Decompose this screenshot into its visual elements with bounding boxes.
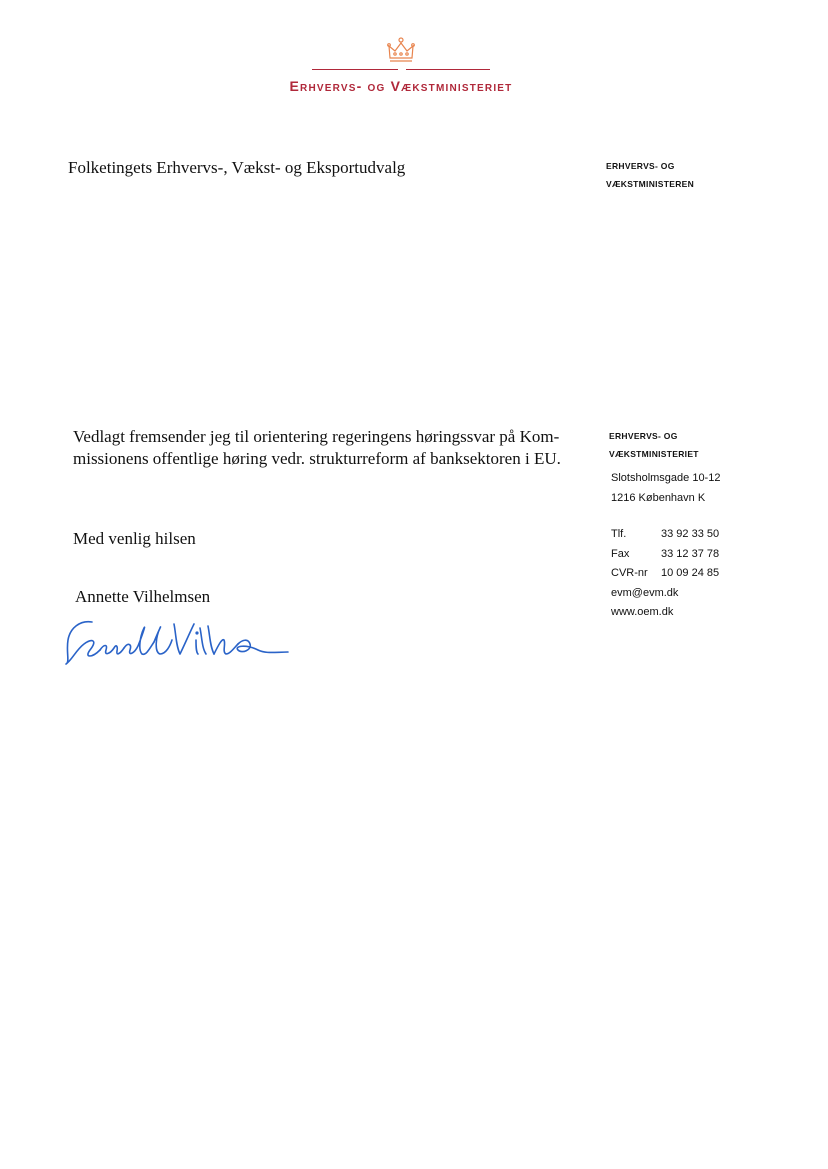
contact-label: Tlf. (611, 528, 627, 540)
letterhead-rule-left (312, 69, 398, 70)
address-block (611, 469, 720, 508)
sender-block-title (609, 427, 699, 463)
city: 1216 København K (611, 491, 706, 504)
contact-row-fax (611, 545, 719, 565)
signer-name: Annette Vilhelmsen (75, 587, 211, 606)
contact-row-phone (611, 525, 719, 545)
body-line-1: Vedlagt fremsender jeg til orientering regeringens høringssvar på Kom- (73, 427, 560, 446)
contact-block (611, 525, 719, 623)
contact-value: 10 09 24 85 (661, 567, 720, 579)
sender-title-line-2: VÆKSTMINISTEREN (606, 179, 695, 189)
contact-value: 33 12 37 78 (661, 547, 720, 560)
email: evm@evm.dk (611, 586, 679, 599)
ministry-logo-text: Erhvervs- og Vækstministeriet (289, 78, 513, 94)
crown-logo-icon (386, 36, 416, 64)
sender-title-line-1: ERHVERVS- OG (606, 161, 675, 171)
letterhead-rule-right (406, 69, 490, 70)
street: Slotsholmsgade 10-12 (611, 472, 721, 484)
contact-value: 33 92 33 50 (661, 528, 720, 540)
website: www.oem.dk (611, 606, 674, 618)
contact-row-cvr (611, 564, 719, 584)
closing: Med venlig hilsen (73, 529, 196, 548)
recipient: Folketingets Erhvervs-, Vækst- og Eksportudvalg (68, 158, 406, 177)
contact-label: Fax (611, 547, 630, 560)
sender-block-name-2: VÆKSTMINISTERIET (609, 449, 699, 459)
body-line-2: missionens offentlige høring vedr. strukturreform af banksektoren i EU. (73, 449, 561, 468)
handwritten-signature (62, 614, 292, 674)
contact-label: CVR-nr (611, 567, 648, 579)
sender-block-name: ERHVERVS- OG (609, 431, 678, 441)
letter-body (73, 426, 573, 470)
sender-title (606, 157, 694, 193)
